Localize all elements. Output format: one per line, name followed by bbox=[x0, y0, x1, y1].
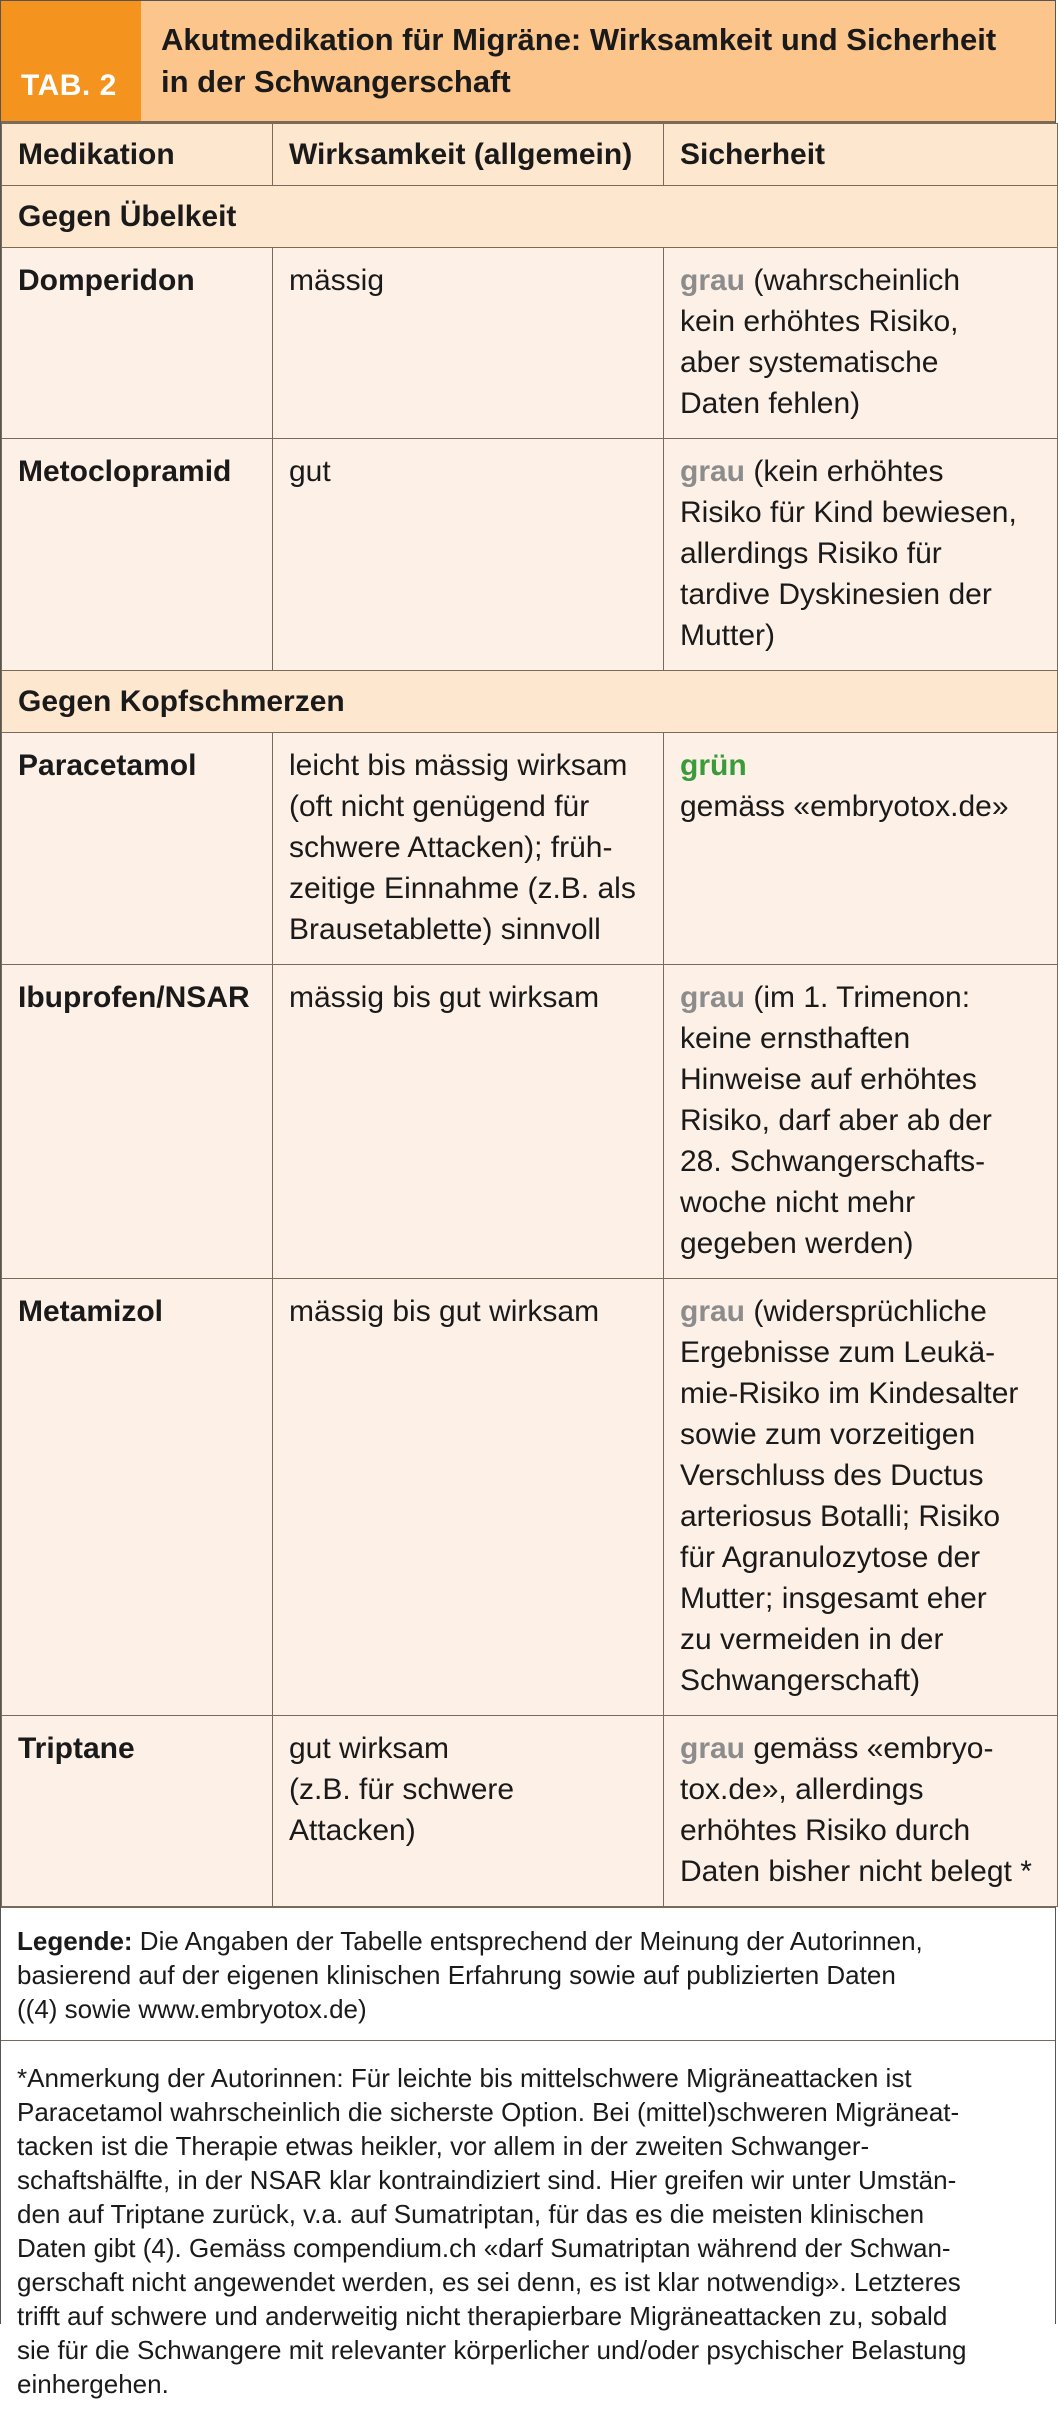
safety-text: 28. Schwangerschafts- bbox=[680, 1145, 986, 1178]
safety-cell bbox=[664, 439, 1058, 671]
safety-text: Daten bisher nicht belegt * bbox=[680, 1855, 1032, 1888]
safety-line bbox=[680, 1291, 1041, 1332]
safety-line bbox=[680, 1373, 1041, 1414]
safety-line bbox=[680, 574, 1041, 615]
safety-line bbox=[680, 1059, 1041, 1100]
safety-line bbox=[680, 342, 1041, 383]
footnote-line: einhergehen. bbox=[17, 2369, 169, 2399]
safety-rating-badge: grau bbox=[680, 981, 746, 1014]
table-row bbox=[2, 248, 1058, 439]
safety-rating-badge: grau bbox=[680, 1295, 746, 1328]
efficacy-cell bbox=[273, 1716, 664, 1907]
safety-line bbox=[680, 1414, 1041, 1455]
legend-label: Legende: bbox=[17, 1926, 133, 1956]
safety-text: woche nicht mehr bbox=[680, 1186, 916, 1219]
table-row bbox=[2, 1716, 1058, 1907]
efficacy-line: mässig bis gut wirksam bbox=[289, 981, 600, 1014]
section-row bbox=[2, 186, 1058, 248]
safety-line bbox=[680, 1728, 1041, 1769]
table-row bbox=[2, 439, 1058, 671]
efficacy-line: gut wirksam bbox=[289, 1732, 450, 1765]
safety-rating-badge: grau bbox=[680, 455, 746, 488]
safety-line bbox=[680, 1769, 1041, 1810]
table-title bbox=[141, 1, 1055, 121]
safety-line bbox=[680, 977, 1041, 1018]
footnote-line: sie für die Schwangere mit relevanter körperlicher und/oder psychischer Belastung bbox=[17, 2335, 967, 2365]
efficacy-cell bbox=[273, 733, 664, 965]
safety-text: Verschluss des Ductus bbox=[680, 1459, 984, 1492]
safety-text: tardive Dyskinesien der bbox=[680, 578, 992, 611]
safety-text: (widersprüchliche bbox=[745, 1295, 987, 1328]
safety-line bbox=[680, 1619, 1041, 1660]
safety-cell bbox=[664, 1279, 1058, 1716]
legend-text: basierend auf der eigenen klinischen Erfahrung sowie auf publizierten Daten bbox=[17, 1960, 896, 1990]
safety-text: sowie zum vorzeitigen bbox=[680, 1418, 976, 1451]
efficacy-line: mässig bis gut wirksam bbox=[289, 1295, 600, 1328]
safety-rating-badge: grau bbox=[680, 264, 746, 297]
efficacy-line: Attacken) bbox=[289, 1814, 416, 1847]
efficacy-line: mässig bbox=[289, 264, 385, 297]
section-row bbox=[2, 671, 1058, 733]
safety-line bbox=[680, 260, 1041, 301]
footnote-line: Daten gibt (4). Gemäss compendium.ch «darf Sumatriptan während der Schwan- bbox=[17, 2233, 951, 2263]
safety-line bbox=[680, 1141, 1041, 1182]
safety-text: kein erhöhtes Risiko, bbox=[680, 305, 959, 338]
safety-cell bbox=[664, 248, 1058, 439]
author-footnote bbox=[1, 2040, 1055, 2417]
safety-cell bbox=[664, 1716, 1058, 1907]
section-title: Gegen Übelkeit bbox=[2, 186, 1058, 248]
legend-text: Die Angaben der Tabelle entsprechend der Meinung der Autorinnen, bbox=[132, 1926, 923, 1956]
safety-text: tox.de», allerdings bbox=[680, 1773, 924, 1806]
safety-line bbox=[680, 1578, 1041, 1619]
safety-text: zu vermeiden in der bbox=[680, 1623, 944, 1656]
table-title-line: Akutmedikation für Migräne: Wirksamkeit und Sicherheit bbox=[161, 22, 997, 57]
table-row bbox=[2, 965, 1058, 1279]
safety-text: Risiko für Kind bewiesen, bbox=[680, 496, 1017, 529]
safety-line bbox=[680, 1223, 1041, 1264]
safety-line bbox=[680, 615, 1041, 656]
safety-line bbox=[680, 1660, 1041, 1701]
table-row bbox=[2, 733, 1058, 965]
efficacy-cell bbox=[273, 248, 664, 439]
efficacy-cell bbox=[273, 1279, 664, 1716]
footnote-line: *Anmerkung der Autorinnen: Für leichte bis mittelschwere Migräneattacken ist bbox=[17, 2063, 912, 2093]
safety-text: für Agranulozytose der bbox=[680, 1541, 981, 1574]
column-header-medication: Medikation bbox=[2, 124, 273, 186]
footnote-line: gerschaft nicht angewendet werden, es sei denn, es ist klar notwendig». Letzteres bbox=[17, 2267, 961, 2297]
efficacy-line: leicht bis mässig wirksam bbox=[289, 749, 628, 782]
safety-cell bbox=[664, 733, 1058, 965]
safety-text: keine ernsthaften bbox=[680, 1022, 911, 1055]
safety-text: (wahrscheinlich bbox=[745, 264, 961, 297]
safety-line bbox=[680, 1182, 1041, 1223]
safety-text: gemäss «embryotox.de» bbox=[680, 790, 1009, 823]
safety-line bbox=[680, 1100, 1041, 1141]
safety-line bbox=[680, 1332, 1041, 1373]
safety-line bbox=[680, 492, 1041, 533]
efficacy-line: (z.B. für schwere bbox=[289, 1773, 515, 1806]
safety-line bbox=[680, 301, 1041, 342]
safety-text: aber systematische bbox=[680, 346, 939, 379]
safety-line bbox=[680, 786, 1041, 827]
column-header-efficacy: Wirksamkeit (allgemein) bbox=[273, 124, 664, 186]
safety-line bbox=[680, 383, 1041, 424]
efficacy-line: gut bbox=[289, 455, 331, 488]
efficacy-line: (oft nicht genügend für bbox=[289, 790, 590, 823]
medication-name: Paracetamol bbox=[2, 733, 273, 965]
efficacy-cell bbox=[273, 439, 664, 671]
footnote-line: den auf Triptane zurück, v.a. auf Sumatriptan, für das es die meisten klinischen bbox=[17, 2199, 925, 2229]
safety-text: gemäss «embryo- bbox=[745, 1732, 994, 1765]
safety-text: mie-Risiko im Kindesalter bbox=[680, 1377, 1019, 1410]
safety-line bbox=[680, 533, 1041, 574]
safety-text: arteriosus Botalli; Risiko bbox=[680, 1500, 1001, 1533]
efficacy-cell bbox=[273, 965, 664, 1279]
safety-text: (kein erhöhtes bbox=[745, 455, 944, 488]
medication-name: Triptane bbox=[2, 1716, 273, 1907]
safety-line bbox=[680, 451, 1041, 492]
table-title-line: in der Schwangerschaft bbox=[161, 64, 511, 99]
safety-text: Hinweise auf erhöhtes bbox=[680, 1063, 977, 1096]
table-legend bbox=[1, 1907, 1055, 2040]
table-title-bar bbox=[1, 1, 1055, 123]
safety-rating-badge: grün bbox=[680, 749, 747, 782]
legend-text: ((4) sowie www.embryotox.de) bbox=[17, 1994, 367, 2024]
table-number-label: TAB. 2 bbox=[1, 1, 141, 121]
column-header-safety: Sicherheit bbox=[664, 124, 1058, 186]
safety-text: Mutter; insgesamt eher bbox=[680, 1582, 987, 1615]
section-title: Gegen Kopfschmerzen bbox=[2, 671, 1058, 733]
footnote-line: trifft auf schwere und anderweitig nicht therapierbare Migräneattacken zu, sobald bbox=[17, 2301, 948, 2331]
safety-rating-badge: grau bbox=[680, 1732, 746, 1765]
medication-name: Metamizol bbox=[2, 1279, 273, 1716]
medication-name: Ibuprofen/NSAR bbox=[2, 965, 273, 1279]
safety-line bbox=[680, 1455, 1041, 1496]
medication-table bbox=[1, 123, 1058, 1907]
footnote-line: schaftshälfte, in der NSAR klar kontraindiziert sind. Hier greifen wir unter Umstän- bbox=[17, 2165, 957, 2195]
safety-line bbox=[680, 1851, 1041, 1892]
safety-text: Schwangerschaft) bbox=[680, 1664, 921, 1697]
safety-text: erhöhtes Risiko durch bbox=[680, 1814, 971, 1847]
safety-cell bbox=[664, 965, 1058, 1279]
safety-text: allerdings Risiko für bbox=[680, 537, 942, 570]
medication-name: Metoclopramid bbox=[2, 439, 273, 671]
safety-line bbox=[680, 1496, 1041, 1537]
table-row bbox=[2, 1279, 1058, 1716]
efficacy-line: zeitige Einnahme (z.B. als bbox=[289, 872, 636, 905]
efficacy-line: schwere Attacken); früh- bbox=[289, 831, 613, 864]
safety-line bbox=[680, 1537, 1041, 1578]
medication-name: Domperidon bbox=[2, 248, 273, 439]
header-row bbox=[2, 124, 1058, 186]
safety-text: Risiko, darf aber ab der bbox=[680, 1104, 992, 1137]
safety-text: gegeben werden) bbox=[680, 1227, 914, 1260]
safety-line bbox=[680, 1018, 1041, 1059]
efficacy-line: Brausetablette) sinnvoll bbox=[289, 913, 601, 946]
safety-text: (im 1. Trimenon: bbox=[745, 981, 971, 1014]
footnote-line: Paracetamol wahrscheinlich die sicherste Option. Bei (mittel)schweren Migräneat- bbox=[17, 2097, 960, 2127]
safety-text: Mutter) bbox=[680, 619, 776, 652]
safety-text: Daten fehlen) bbox=[680, 387, 861, 420]
footnote-line: tacken ist die Therapie etwas heikler, vor allem in der zweiten Schwanger- bbox=[17, 2131, 870, 2161]
safety-line bbox=[680, 745, 1041, 786]
safety-text: Ergebnisse zum Leukä- bbox=[680, 1336, 996, 1369]
safety-line bbox=[680, 1810, 1041, 1851]
